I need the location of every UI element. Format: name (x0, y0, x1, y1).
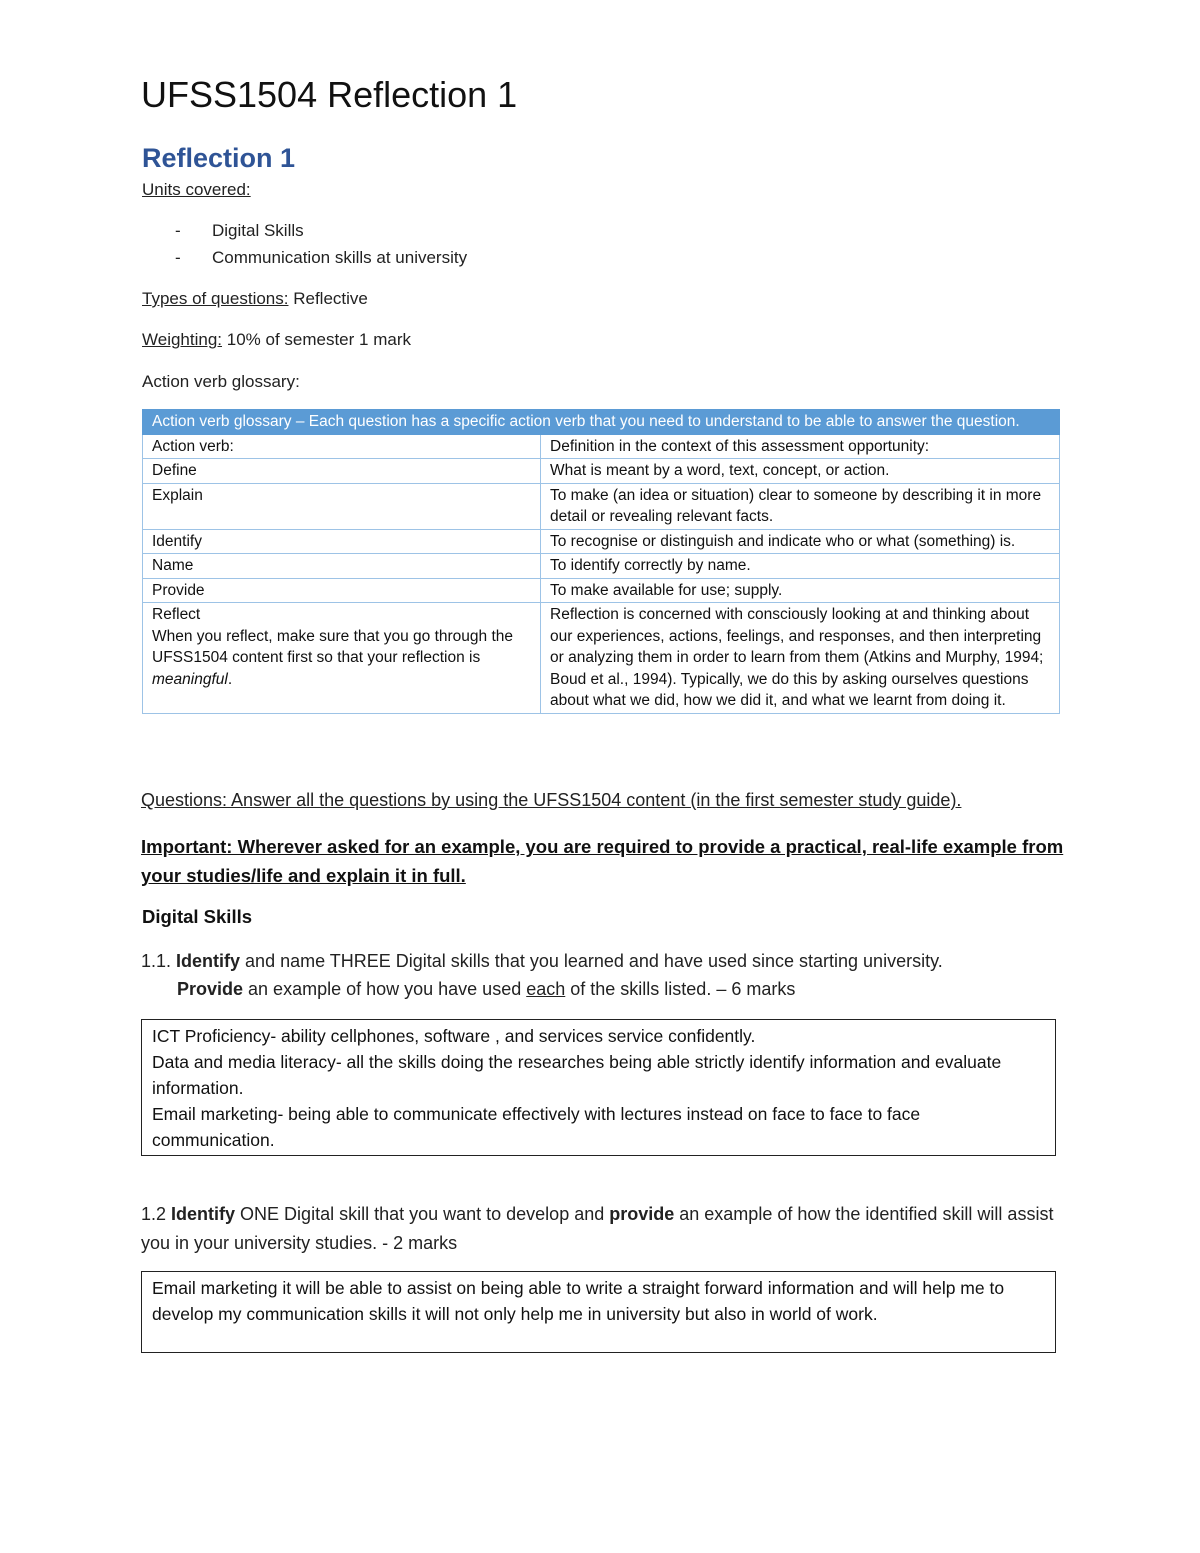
question-number: 1.1. (141, 951, 177, 971)
table-row-reflect (143, 603, 1060, 714)
glossary-intro: Action verb glossary: (142, 372, 300, 391)
action-verb: Provide (177, 979, 244, 999)
weighting-label: Weighting: (142, 330, 223, 349)
weighting (142, 330, 411, 350)
answer-line: ICT Proficiency- ability cellphones, software , and services service confidently. (152, 1026, 756, 1046)
question-1-1-line-1 (141, 951, 943, 972)
reflect-note-emphasis: meaningful (152, 670, 228, 688)
action-verb-glossary-table (142, 409, 1060, 714)
table-row (143, 554, 1060, 579)
question-number: 1.2 (141, 1204, 172, 1224)
section-digital-skills: Digital Skills (142, 906, 253, 927)
definition-cell: To make available for use; supply. (541, 578, 1060, 603)
question-text: an example of how the identified skill will assist you in your university studies. - 2 marks (141, 1204, 1054, 1253)
definition-cell: To recognise or distinguish and indicate who or what (something) is. (541, 529, 1060, 554)
verb-cell: Provide (143, 578, 541, 603)
question-text: an example of how you have used (243, 979, 527, 999)
verb-cell: Explain (143, 483, 541, 529)
glossary-column-headers (143, 434, 1060, 459)
answer-box-1-1[interactable] (141, 1019, 1056, 1156)
reflect-note-end: . (227, 670, 233, 688)
action-verb: provide (609, 1204, 675, 1224)
important-note: Important: Wherever asked for an example, you are required to provide a practical, real-life example from your studies/life and explain it in full. (141, 836, 1064, 886)
question-text: of the skills listed. – 6 marks (565, 979, 796, 999)
definition-cell: To identify correctly by name. (541, 554, 1060, 579)
weighting-value: 10% of semester 1 mark (222, 330, 411, 349)
answer-box-1-2[interactable] (141, 1271, 1056, 1353)
verb-reflect: Reflect (152, 606, 201, 623)
table-row (143, 459, 1060, 484)
section-heading: Reflection 1 (142, 143, 296, 173)
answer-text: Email marketing it will be able to assist on being able to write a straight forward information and will help me to develop my communication skills it will not only help me in university but also in world of work. (152, 1278, 1005, 1324)
col-header-definition: Definition in the context of this assessment opportunity: (541, 434, 1060, 459)
col-header-verb: Action verb: (143, 434, 541, 459)
units-label: Units covered: (142, 180, 251, 199)
definition-cell: What is meant by a word, text, concept, or action. (541, 459, 1060, 484)
answer-line: Email marketing- being able to communicate effectively with lectures instead on face to face to face communication. (152, 1104, 921, 1150)
verb-cell: Name (143, 554, 541, 579)
questions-intro: Questions: Answer all the questions by using the UFSS1504 content (in the first semester study guide). (141, 790, 962, 810)
definition-cell-reflect: Reflection is concerned with consciously looking at and thinking about our experiences, actions, feelings, and responses, and then interpreting or analyzing them in order to learn from them (Atkins and Murphy, 1994; Boud et al., 1994). Typically, we do this by asking ourselves questions about what we did, how we did it, and what we learnt from doing it. (541, 603, 1060, 714)
unit-item: Communication skills at university (212, 248, 468, 267)
action-verb: Identify (176, 951, 241, 971)
table-row (143, 529, 1060, 554)
question-text: ONE Digital skill that you want to develop and (235, 1204, 610, 1224)
glossary-header-row (143, 410, 1060, 435)
action-verb: Identify (171, 1204, 236, 1224)
question-text: and name THREE Digital skills that you learned and have used since starting university. (240, 951, 943, 971)
answer-line: Data and media literacy- all the skills doing the researches being able strictly identify information and evaluate information. (152, 1052, 1002, 1098)
types-value: Reflective (288, 289, 368, 308)
document-title: UFSS1504 Reflection 1 (141, 74, 518, 115)
types-of-questions (142, 289, 368, 309)
table-row (143, 483, 1060, 529)
verb-cell: Define (143, 459, 541, 484)
unit-item: Digital Skills (212, 221, 304, 240)
reflect-note (152, 626, 532, 691)
question-1-1-line-2 (177, 979, 795, 1000)
table-row (143, 578, 1060, 603)
definition-cell: To make (an idea or situation) clear to someone by describing it in more detail or revealing relevant facts. (541, 483, 1060, 529)
glossary-header: Action verb glossary – Each question has a specific action verb that you need to understand to be able to answer the question. (143, 410, 1060, 435)
reflect-note-text: When you reflect, make sure that you go through the UFSS1504 content first so that your reflection is (152, 627, 514, 666)
verb-cell-reflect (143, 603, 541, 714)
question-1-2 (141, 1200, 1066, 1258)
verb-cell: Identify (143, 529, 541, 554)
bullet-marker: - (175, 221, 181, 240)
types-label: Types of questions: (142, 289, 289, 308)
bullet-marker: - (175, 248, 181, 267)
question-text-underlined: each (526, 979, 566, 999)
